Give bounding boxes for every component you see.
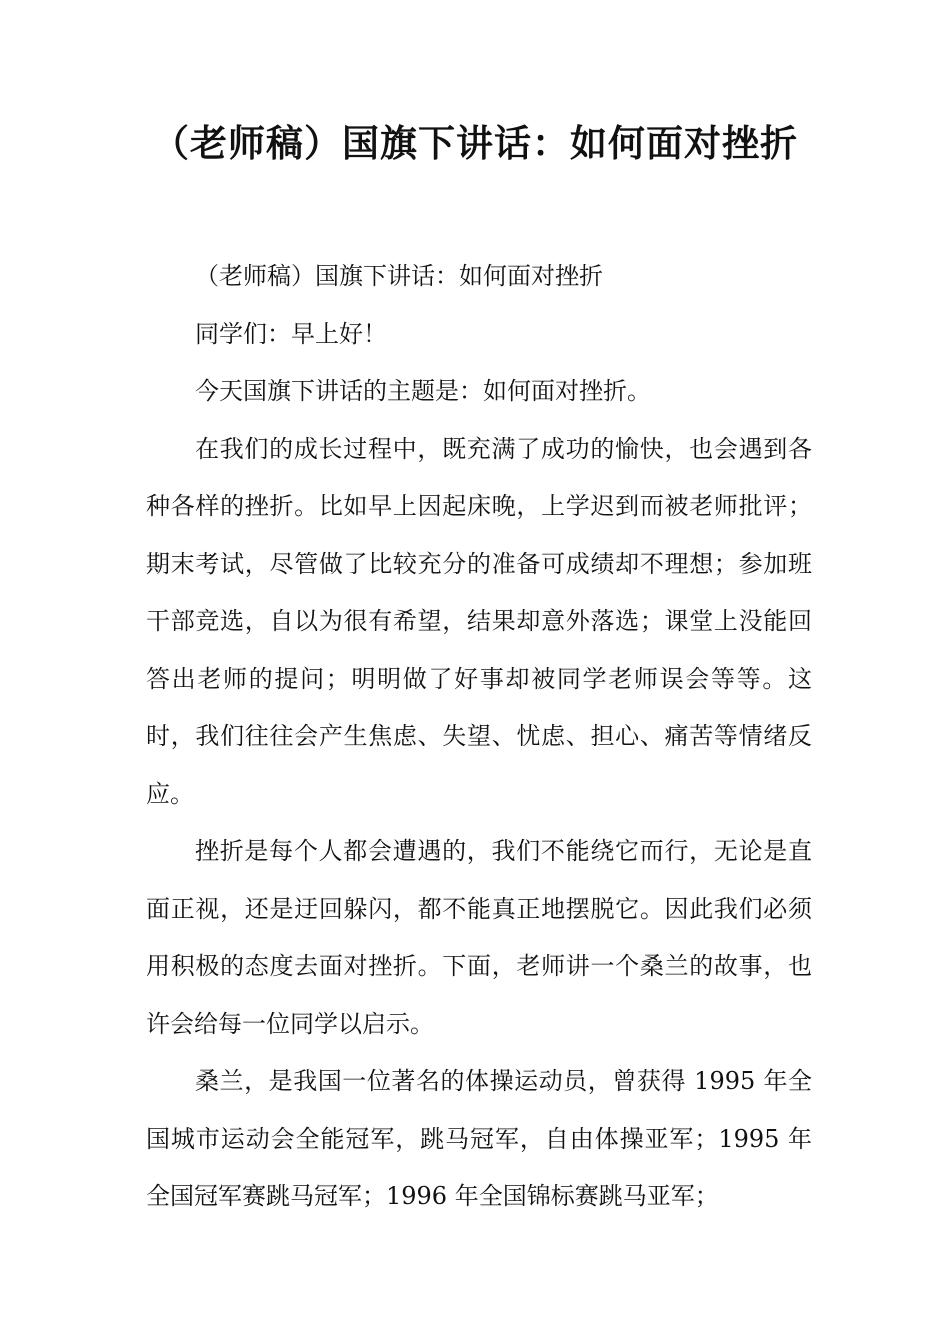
paragraph-setbacks: 在我们的成长过程中，既充满了成功的愉快，也会遇到各种各样的挫折。比如早上因起床晚，上学迟到而被老师批评；期末考试，尽管做了比较充分的准备可成绩却不理想；参加班干部竞选，自以为很有希望，结果却意外落选；课堂上没能回答出老师的提问；明明做了好事却被同学老师误会等等。这时，我们往往会产生焦虑、失望、忧虑、担心、痛苦等情绪反应。	[146, 434, 812, 808]
document-title: （老师稿）国旗下讲话：如何面对挫折	[152, 122, 798, 165]
document-body	[146, 248, 812, 1226]
paragraph-subtitle: （老师稿）国旗下讲话：如何面对挫折	[195, 262, 603, 290]
paragraph-greeting: 同学们：早上好！	[195, 319, 387, 348]
paragraph-topic: 今天国旗下讲话的主题是：如何面对挫折。	[195, 377, 651, 405]
paragraph-attitude: 挫折是每个人都会遭遇的，我们不能绕它而行，无论是直面正视，还是迂回躲闪，都不能真正地摆脱它。因此我们必须用积极的态度去面对挫折。下面，老师讲一个桑兰的故事，也许会给每一位同学以启示。	[146, 837, 812, 1038]
paragraph-sanglan: 桑兰，是我国一位著名的体操运动员，曾获得 1995 年全国城市运动会全能冠军，跳马冠军，自由体操亚军；1995 年全国冠军赛跳马冠军；1996 年全国锦标赛跳马亚军；	[146, 1067, 812, 1210]
